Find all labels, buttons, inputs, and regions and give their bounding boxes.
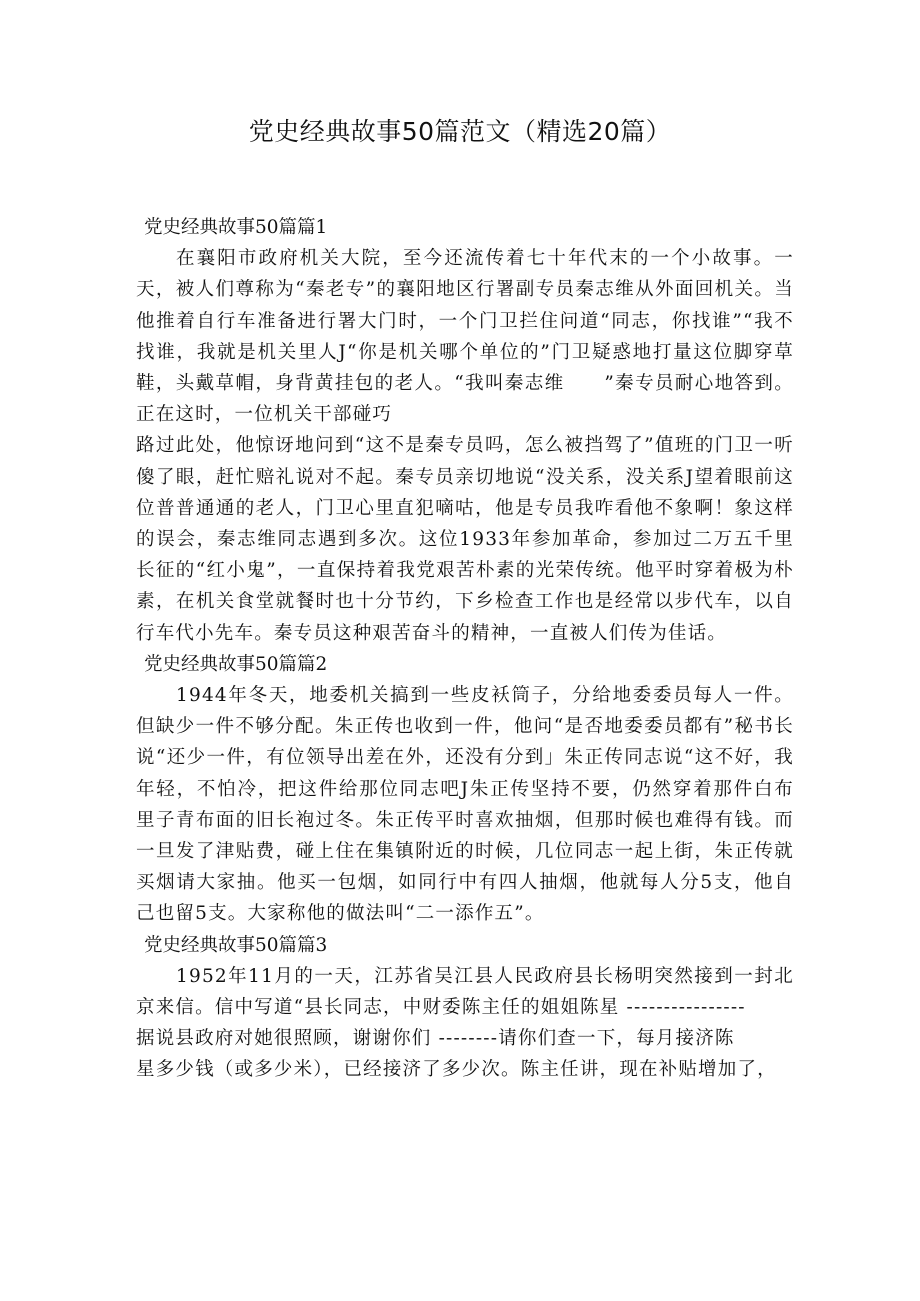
document-body <box>136 212 794 1086</box>
section-heading: 党史经典故事50篇篇1 <box>144 217 328 238</box>
body-paragraph: 在襄阳市政府机关大院，至今还流传着七十年代末的一个小故事。一天，被人们尊称为“秦老专”的襄阳地区行署副专员秦志维从外面回机关。当他推着自行车准备进行署大门时，一个门卫拦住问道“同志，你找谁”“我不找谁，我就是机关里人J“你是机关哪个单位的”门卫疑惑地打量这位脚穿草鞋，头戴草帽，身背黄挂包的老人。“我叫秦志维 ”秦专员耐心地答到。正在这时，一位机关干部碰巧 <box>136 248 794 426</box>
document-title: 党史经典故事50篇范文（精选20篇） <box>248 117 672 146</box>
body-paragraph: 路过此处，他惊讶地问到“这不是秦专员吗，怎么被挡驾了”值班的门卫一听傻了眼，赶忙赔礼说对不起。秦专员亲切地说“没关系，没关系J望着眼前这位普普通通的老人，门卫心里直犯嘀咕，他是专员我咋看他不象啊！象这样的误会，秦志维同志遇到多次。这位1933年参加革命，参加过二万五千里长征的“红小鬼”，一直保持着我党艰苦朴素的光荣传统。他平时穿着极为朴素，在机关食堂就餐时也十分节约，下乡检查工作也是经常以步代车，以自行车代小先车。秦专员这种艰苦奋斗的精神，一直被人们传为佳话。 <box>136 435 794 644</box>
section-heading: 党史经典故事50篇篇2 <box>144 653 328 675</box>
body-paragraph: 1944年冬天，地委机关搞到一些皮袄筒子，分给地委委员每人一件。但缺少一件不够分配。朱正传也收到一件，他问“是否地委委员都有”秘书长说“还少一件，有位领导出差在外，还没有分到」朱正传同志说“这不好，我年轻，不怕冷，把这件给那位同志吧J朱正传坚持不要，仍然穿着那件白布里子青布面的旧长袍过冬。朱正传平时喜欢抽烟，但那时候也难得有钱。而一旦发了津贴费，碰上住在集镇附近的时候，几位同志一起上街，朱正传就买烟请大家抽。他买一包烟，如同行中有四人抽烟，他就每人分5支，他自己也留5支。大家称他的做法叫“二一添作五”。 <box>136 685 794 925</box>
body-paragraph: 据说县政府对她很照顾，谢谢你们 --------请你们查一下，每月接济陈 <box>136 1028 735 1050</box>
body-paragraph: 星多少钱（或多少米），已经接济了多少次。陈主任讲，现在补贴增加了， <box>136 1059 777 1081</box>
section-heading: 党史经典故事50篇篇3 <box>144 934 328 956</box>
body-paragraph: 1952年11月的一天，江苏省吴江县人民政府县长杨明突然接到一封北京来信。信中写道“县长同志，中财委陈主任的姐姐陈星 ---------------- <box>136 965 794 1019</box>
